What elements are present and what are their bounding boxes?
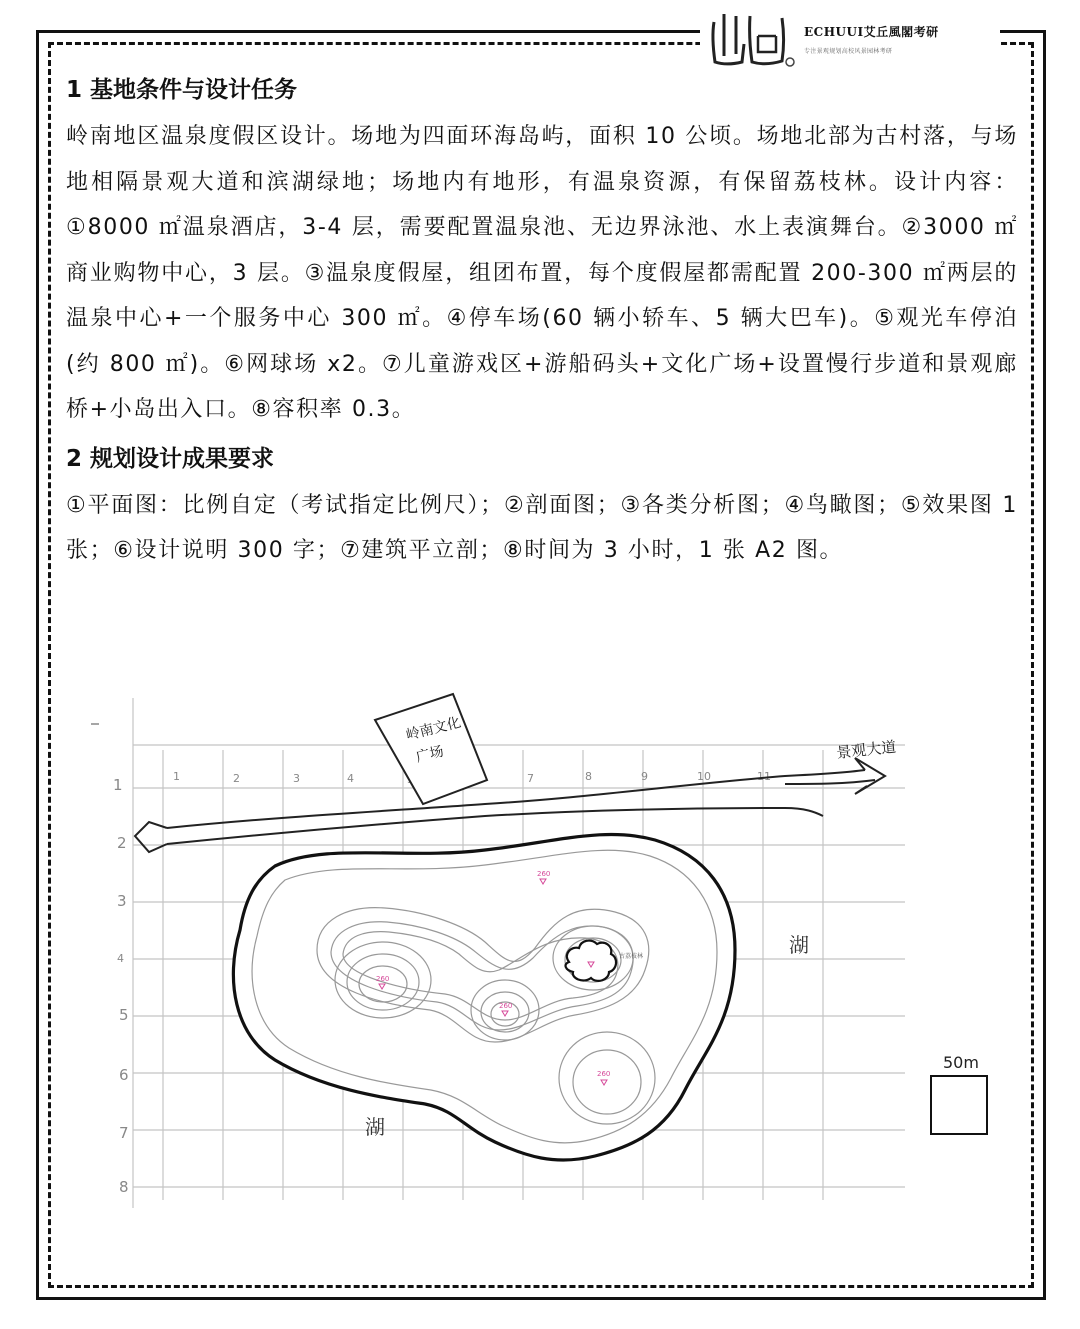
site-plan — [85, 680, 1015, 1210]
elevation-label: 260 — [499, 1002, 513, 1010]
scenic-road — [135, 758, 885, 852]
col-number: 2 — [233, 772, 240, 785]
elevation-label: 260 — [537, 870, 551, 878]
row-number: 5 — [119, 1006, 129, 1024]
elevation-label: 260 — [376, 975, 390, 983]
elevation-label: 260 — [597, 1070, 611, 1078]
row-number: 1 — [113, 776, 123, 794]
col-number: 7 — [527, 772, 534, 785]
section-2-heading: 2 规划设计成果要求 — [66, 445, 275, 472]
row-number: 2 — [117, 834, 127, 852]
col-number: 8 — [585, 770, 592, 783]
plaza-label: 广场 — [414, 743, 446, 766]
island-outline — [233, 834, 735, 1160]
scale-box — [931, 1053, 987, 1134]
col-number: 4 — [347, 772, 354, 785]
lychee-label: 古荔枝林 — [619, 953, 644, 960]
logo-tagline: 专注景观规划高校风景园林考研 — [804, 48, 893, 55]
row-number: 7 — [119, 1124, 129, 1142]
plaza-label: 岭南文化 — [404, 714, 463, 744]
logo-brand: ECHUUI艾丘風閣考研 — [804, 25, 939, 39]
scale-label: 50m — [943, 1053, 979, 1072]
section-1-heading: 1 基地条件与设计任务 — [66, 77, 298, 103]
grid-row-numbers — [113, 776, 129, 1196]
lake-label: 湖 — [365, 1115, 385, 1139]
road-label: 景观大道 — [835, 737, 898, 762]
col-number: 9 — [641, 770, 648, 783]
row-number: 6 — [119, 1066, 129, 1084]
col-number: 1 — [173, 770, 180, 783]
logo — [700, 4, 1000, 74]
logo-mark-icon — [700, 4, 800, 74]
lake-label: 湖 — [789, 933, 809, 957]
row-number: 3 — [117, 892, 127, 910]
col-number: 3 — [293, 772, 300, 785]
col-number: 10 — [697, 770, 711, 783]
section-2-body: ①平面图：比例自定（考试指定比例尺）；②剖面图；③各类分析图；④鸟瞰图；⑤效果图 1 张；⑥设计说明 300 字；⑦建筑平立剖；⑧时间为 3 小时，1 张 A2 图。 — [66, 492, 1018, 563]
col-number: 11 — [757, 770, 771, 783]
row-number: 4 — [117, 952, 124, 965]
section-1-body: 岭南地区温泉度假区设计。场地为四面环海岛屿，面积 10 公顷。场地北部为古村落，与场地相隔景观大道和滨湖绿地；场地内有地形，有温泉资源，有保留荔枝林。设计内容：①8000 ㎡温泉酒店，3-4 层，需要配置温泉池、无边界泳池、水上表演舞台。②3000 ㎡商业购物中心，3 层。③温泉度假屋，组团布置，每个度假屋都需配置 200-300 ㎡两层的温泉中心+一个服务中心 300 ㎡。④停车场(60 辆小轿车、5 辆大巴车)。⑤观光车停泊(约 800 ㎡)。⑥网球场 x2。⑦儿童游戏区+游船码头+文化广场+设置慢行步道和景观廊桥+小岛出入口。⑧容积率 0.3。 — [66, 124, 1018, 422]
row-number: 8 — [119, 1178, 129, 1196]
document-body — [66, 70, 1026, 574]
